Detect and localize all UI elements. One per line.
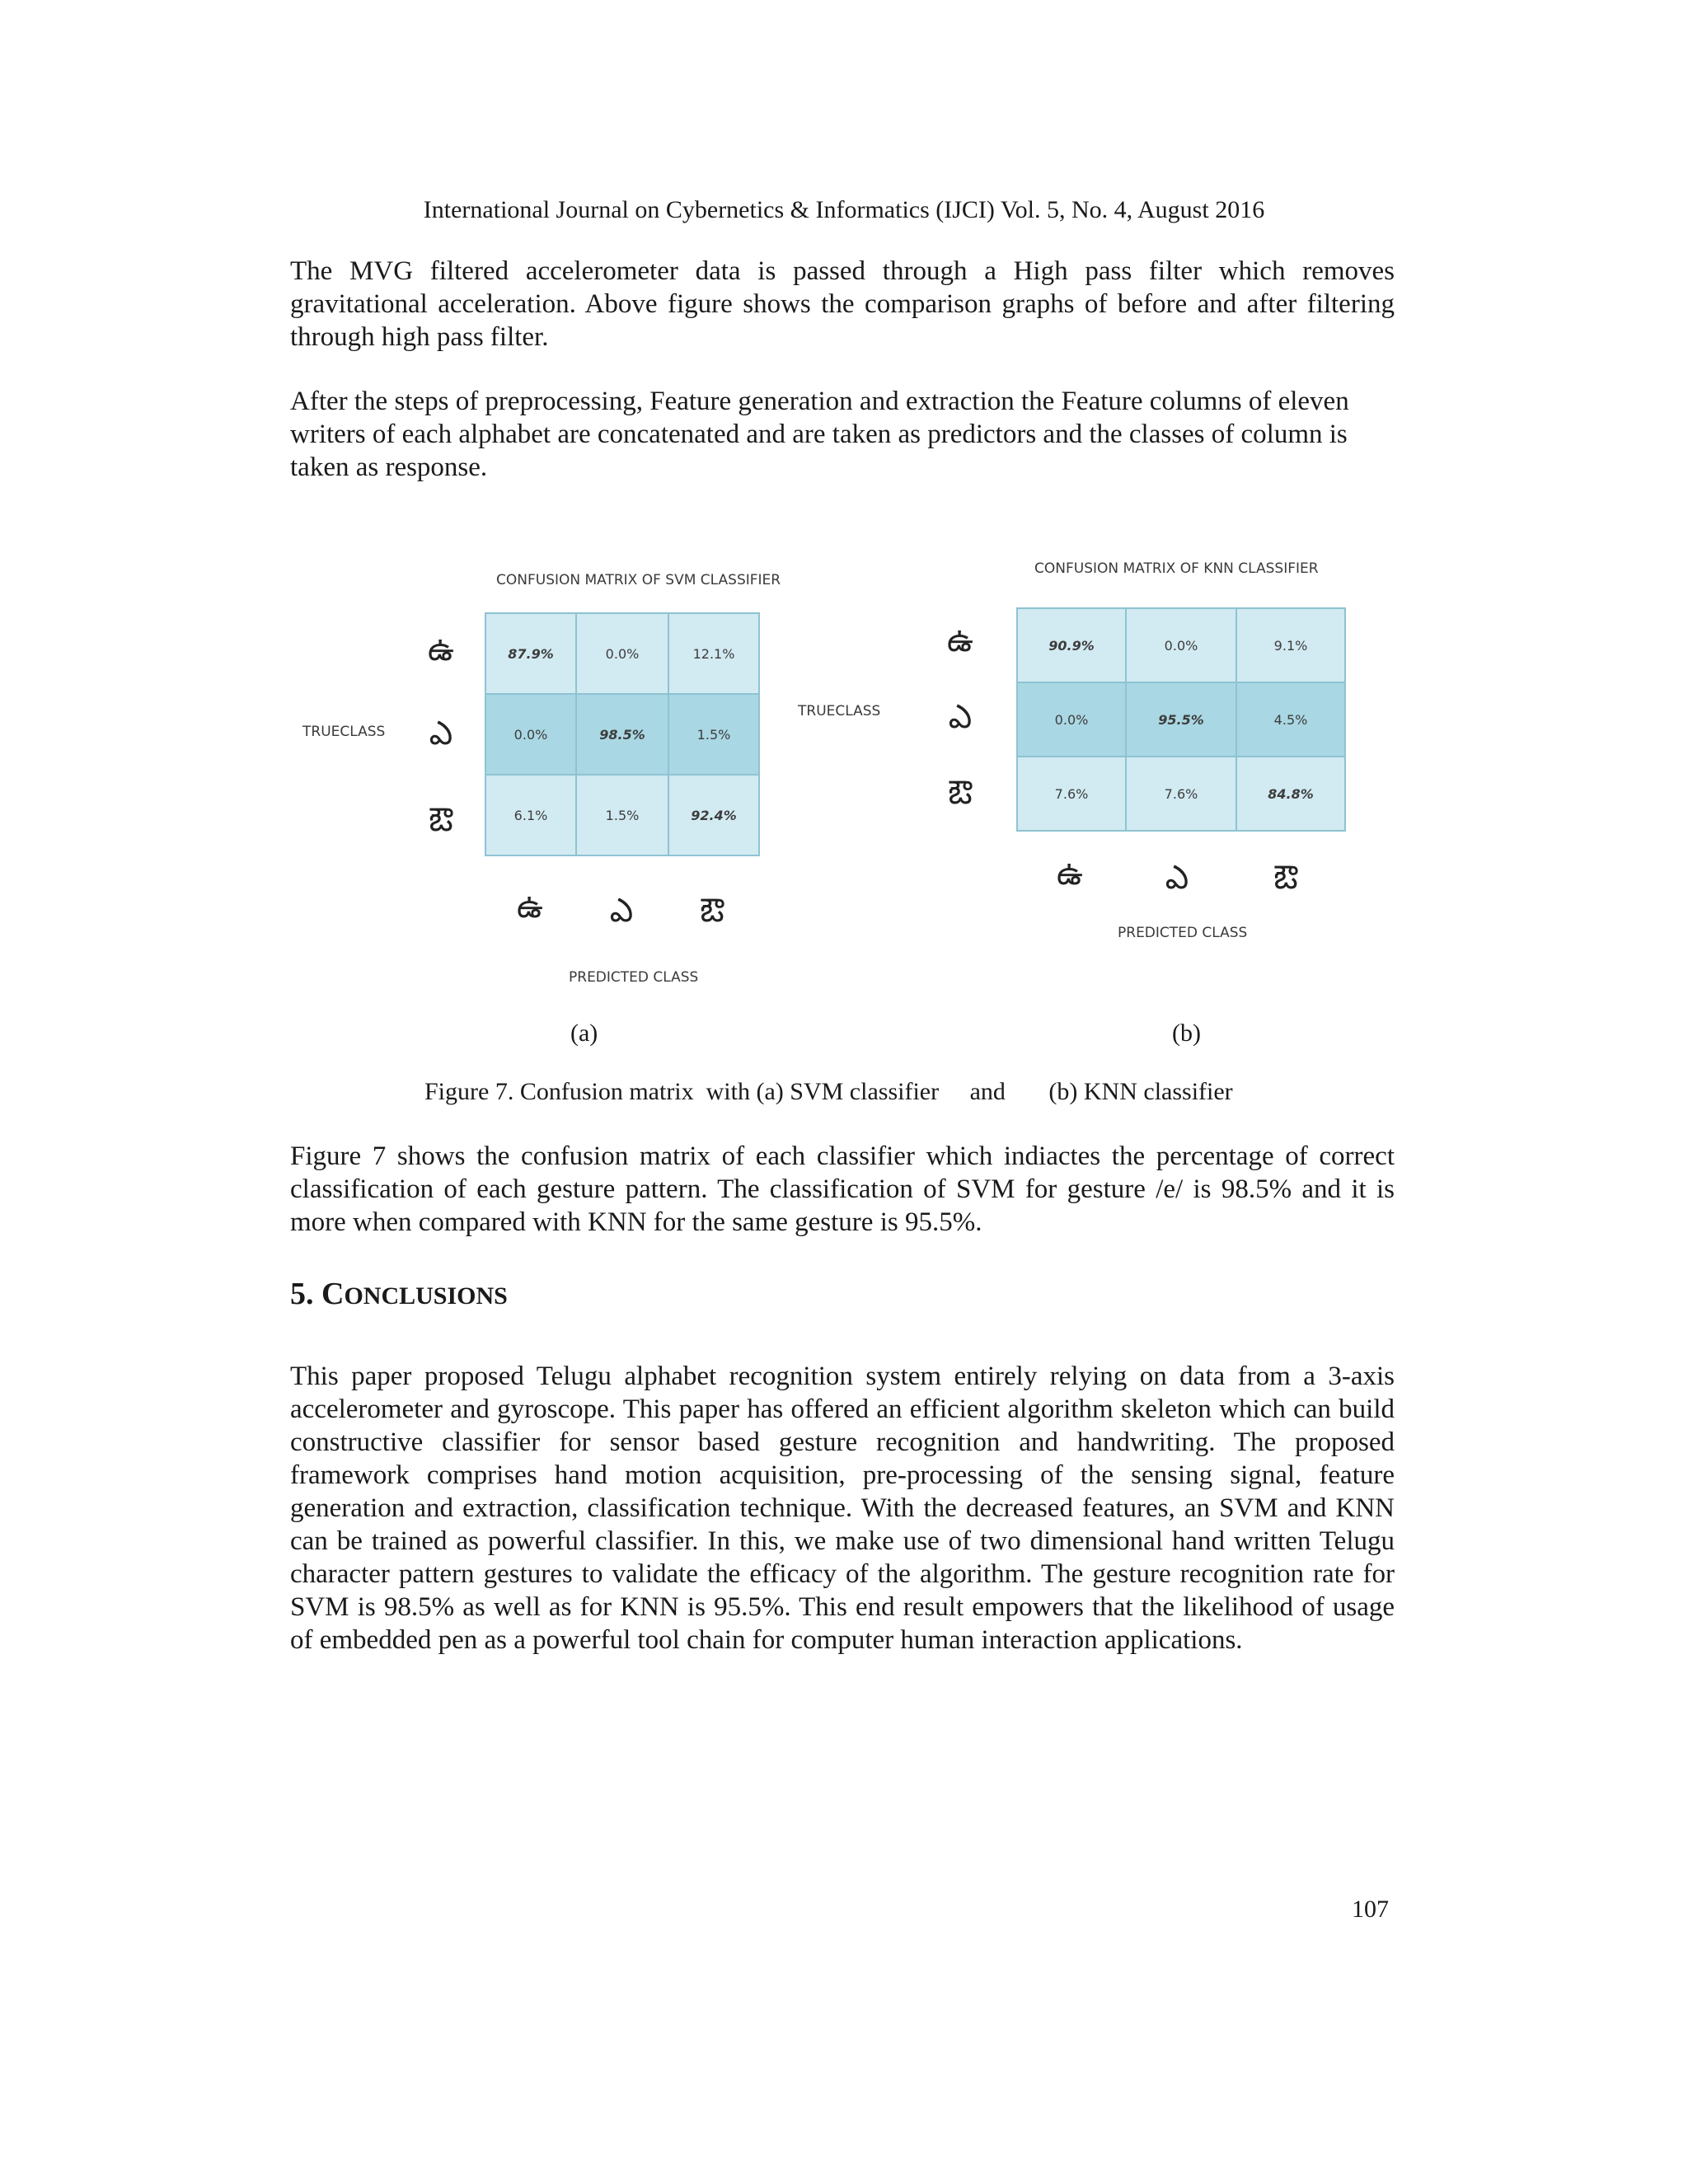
svm-confusion-matrix	[485, 612, 760, 856]
matrix-cell: 95.5%	[1126, 682, 1236, 757]
knn-col-glyph-3: ఔ	[1273, 859, 1298, 897]
matrix-cell: 90.9%	[1017, 608, 1126, 682]
svm-matrix-title: CONFUSION MATRIX OF SVM CLASSIFIER	[496, 572, 781, 588]
matrix-row	[1017, 757, 1345, 831]
knn-row-glyph-3: ఔ	[948, 774, 973, 812]
matrix-cell: 92.4%	[668, 775, 759, 855]
matrix-cell: 6.1%	[485, 775, 576, 855]
figure-caption-text: Figure 7. Confusion matrix with (a) SVM classifier and (b) KNN classifier	[424, 1078, 1233, 1105]
matrix-row	[485, 775, 759, 855]
matrix-cell: 7.6%	[1126, 757, 1236, 831]
subfigure-label-b: (b)	[1172, 1019, 1201, 1047]
paragraph-figure-discussion: Figure 7 shows the confusion matrix of each classifier which indiactes the percentage of correct classification of each gesture pattern. The classification of SVM for gesture /e/ is 98.5% and it is more when compared with KNN for the same gesture is 95.5%.	[290, 1141, 1395, 1237]
matrix-cell: 0.0%	[1017, 682, 1126, 757]
svm-row-glyph-2: ఎ	[429, 715, 453, 752]
matrix-cell: 0.0%	[485, 694, 576, 775]
knn-matrix-title: CONFUSION MATRIX OF KNN CLASSIFIER	[1034, 560, 1319, 577]
section-title-initial: C	[321, 1277, 345, 1311]
section-title-rest: ONCLUSIONS	[344, 1282, 508, 1310]
svm-row-glyph-1: ఉ	[428, 630, 454, 668]
knn-predicted-class-label: PREDICTED CLASS	[1118, 925, 1248, 941]
matrix-cell: 4.5%	[1236, 682, 1345, 757]
matrix-cell: 0.0%	[1126, 608, 1236, 682]
matrix-cell: 12.1%	[668, 613, 759, 694]
matrix-cell: 98.5%	[576, 694, 668, 775]
knn-col-glyph-1: ఉ	[1057, 855, 1083, 893]
knn-row-glyph-1: ఉ	[947, 621, 973, 659]
running-header: International Journal on Cybernetics & Informatics (IJCI) Vol. 5, No. 4, August 2016	[423, 196, 1265, 223]
matrix-cell: 1.5%	[668, 694, 759, 775]
matrix-cell: 87.9%	[485, 613, 576, 694]
matrix-row	[1017, 608, 1345, 682]
matrix-row	[485, 694, 759, 775]
page-number: 107	[1352, 1896, 1389, 1923]
svm-true-class-label: TRUECLASS	[302, 724, 386, 740]
paragraph-filter: The MVG filtered accelerometer data is passed through a High pass filter which removes gravitational acceleration. Above figure shows the comparison graphs of before and after filtering through high pass filter.	[290, 256, 1395, 352]
svm-row-glyph-3: ఔ	[429, 801, 453, 839]
matrix-cell: 0.0%	[576, 613, 668, 694]
paragraph-features: After the steps of preprocessing, Feature generation and extraction the Feature columns of eleven writers of each alphabet are concatenated and are taken as predictors and the classes of column is taken as response.	[290, 387, 1349, 482]
paragraph-conclusions: This paper proposed Telugu alphabet recognition system entirely relying on data from a 3-axis accelerometer and gyroscope. This paper has offered an efficient algorithm skeleton which can build constructive classifier for sensor based gesture recognition and handwriting. The proposed framework comprises hand motion acquisition, pre-processing of the sensing signal, feature generation and extraction, classification technique. With the decreased features, an SVM and KNN can be trained as powerful classifier. In this, we make use of two dimensional hand written Telugu character pattern gestures to validate the efficacy of the algorithm. The gesture recognition rate for SVM is 98.5% as well as for KNN is 95.5%. This end result empowers that the likelihood of usage of embedded pen as a powerful tool chain for computer human interaction applications.	[290, 1361, 1395, 1655]
knn-col-glyph-2: ఎ	[1165, 859, 1189, 897]
svm-predicted-class-label: PREDICTED CLASS	[569, 969, 699, 986]
matrix-cell: 1.5%	[576, 775, 668, 855]
knn-true-class-label: TRUECLASS	[798, 703, 881, 719]
matrix-cell: 84.8%	[1236, 757, 1345, 831]
section-number: 5.	[290, 1277, 321, 1311]
knn-row-glyph-2: ఎ	[948, 698, 973, 736]
matrix-row	[485, 613, 759, 694]
knn-confusion-matrix	[1016, 607, 1346, 832]
svm-col-glyph-3: ఔ	[700, 892, 724, 930]
matrix-row	[1017, 682, 1345, 757]
section-heading-conclusions	[290, 1276, 508, 1312]
subfigure-label-a: (a)	[570, 1019, 598, 1047]
matrix-cell: 7.6%	[1017, 757, 1126, 831]
matrix-cell: 9.1%	[1236, 608, 1345, 682]
svm-col-glyph-2: ఎ	[609, 892, 634, 930]
svm-col-glyph-1: ఉ	[517, 888, 543, 926]
